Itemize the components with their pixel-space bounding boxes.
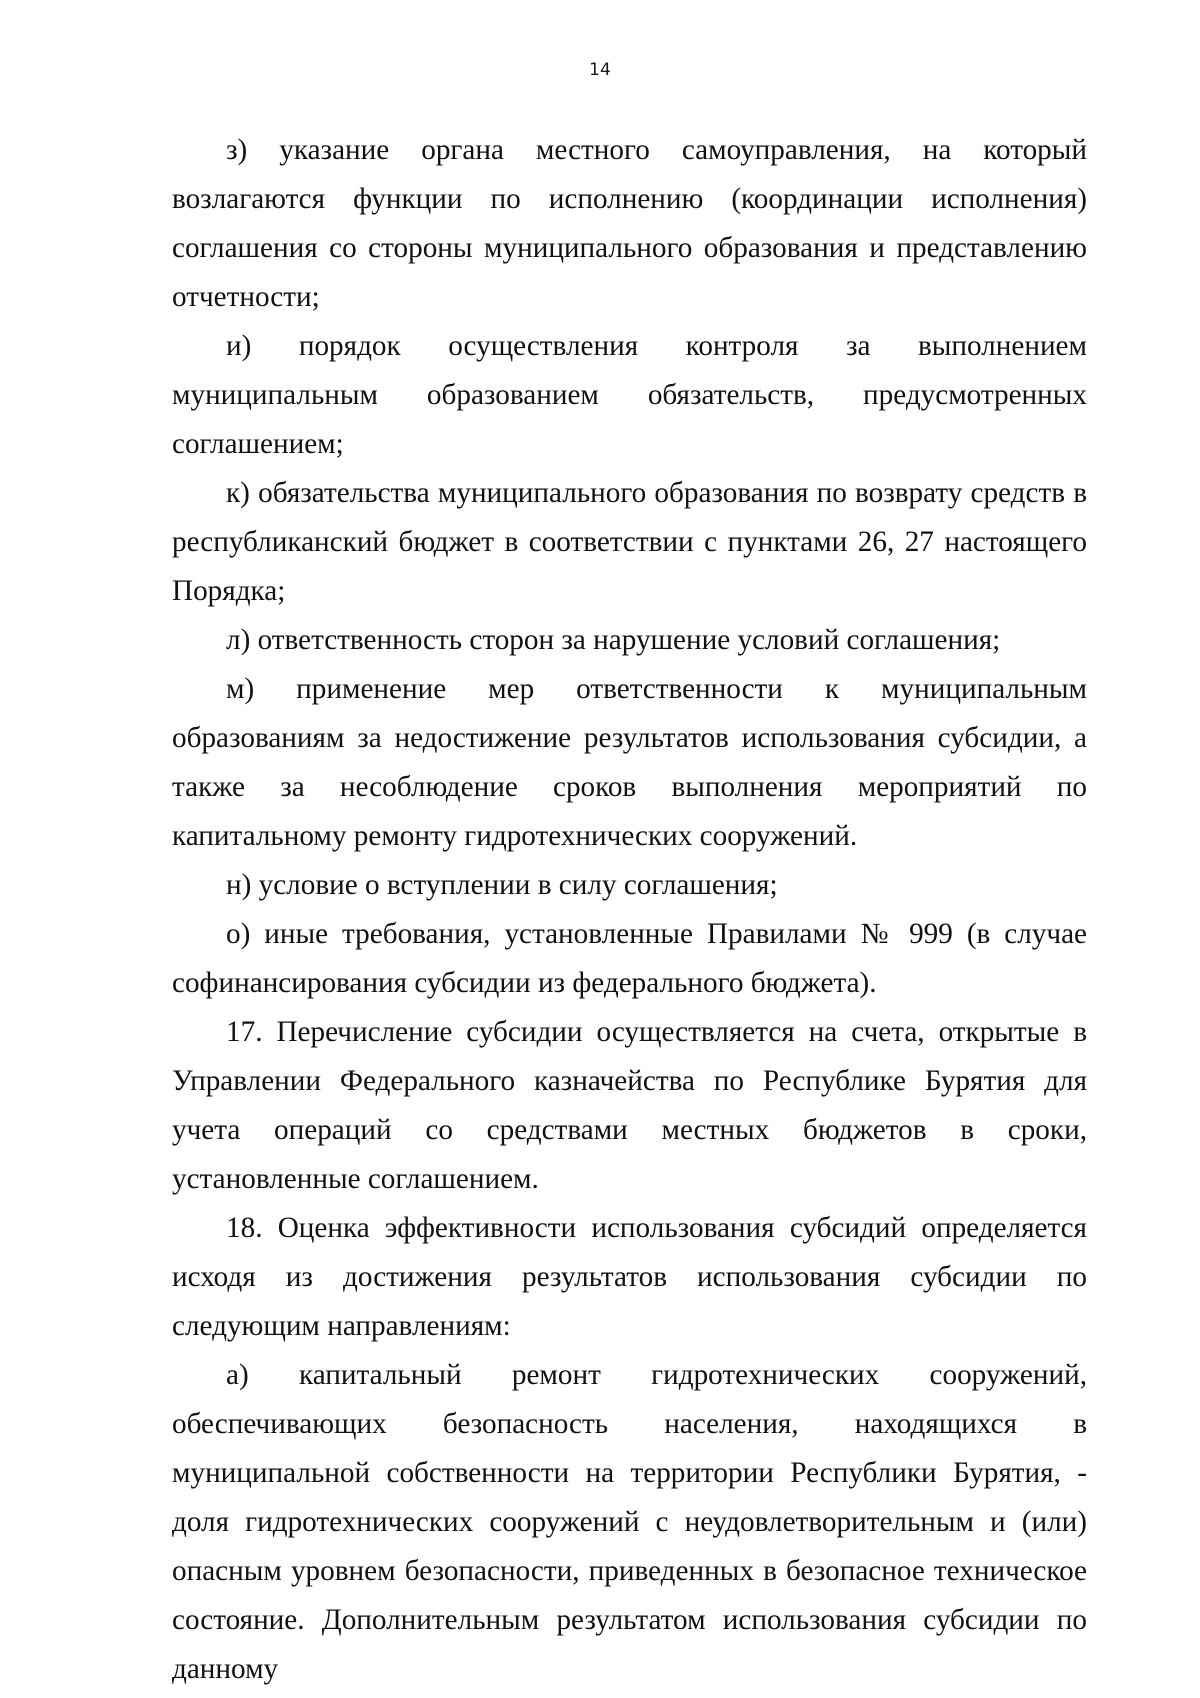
page-number: 14 — [589, 60, 611, 80]
paragraph-z-coordinating-body: з) указание органа местного самоуправления, на который возлагаются функции по исполнению (координации исполнения) соглашения со стороны муниципального образования и представлению отчетности; — [172, 134, 1087, 313]
paragraph-o-other-requirements: о) иные требования, установленные Правилами № 999 (в случае софинансирования субсидии из федерального бюджета). — [172, 918, 1087, 999]
paragraph-k-refund-obligations: к) обязательства муниципального образования по возврату средств в республиканский бюджет в соответствии с пунктами 26, 27 настоящего Порядка; — [172, 477, 1087, 607]
paragraph-18-efficiency: 18. Оценка эффективности использования субсидий определяется исходя из достижения результатов использования субсидии по следующим направлениям: — [172, 1212, 1087, 1342]
paragraph-a-capital-repair: а) капитальный ремонт гидротехнических сооружений, обеспечивающих безопасность населения, находящихся в муниципальной собственности на территории Республики Бурятия, - доля гидротехнических сооружений с неудовлетворительным и (или) опасным уровнем безопасности, приведенных в безопасное техническое состояние. Дополнительным результатом использования субсидии по данному — [172, 1359, 1087, 1685]
paragraph-17-transfer: 17. Перечисление субсидии осуществляется на счета, открытые в Управлении Федерального казначейства по Республике Бурятия для учета операций со средствами местных бюджетов в сроки, установленные соглашением. — [172, 1016, 1087, 1195]
paragraph-l-liability: л) ответственность сторон за нарушение условий соглашения; — [226, 624, 1001, 656]
paragraph-i-control-procedure: и) порядок осуществления контроля за выполнением муниципальным образованием обязательств, предусмотренных соглашением; — [172, 330, 1087, 460]
paragraph-m-sanctions: м) применение мер ответственности к муниципальным образованиям за недостижение результатов использования субсидии, а также за несоблюдение сроков выполнения мероприятий по капитальному ремонту гидротехнических сооружений. — [172, 673, 1087, 852]
paragraph-n-entry-into-force: н) условие о вступлении в силу соглашения; — [226, 869, 778, 901]
document-body — [172, 126, 1087, 1694]
